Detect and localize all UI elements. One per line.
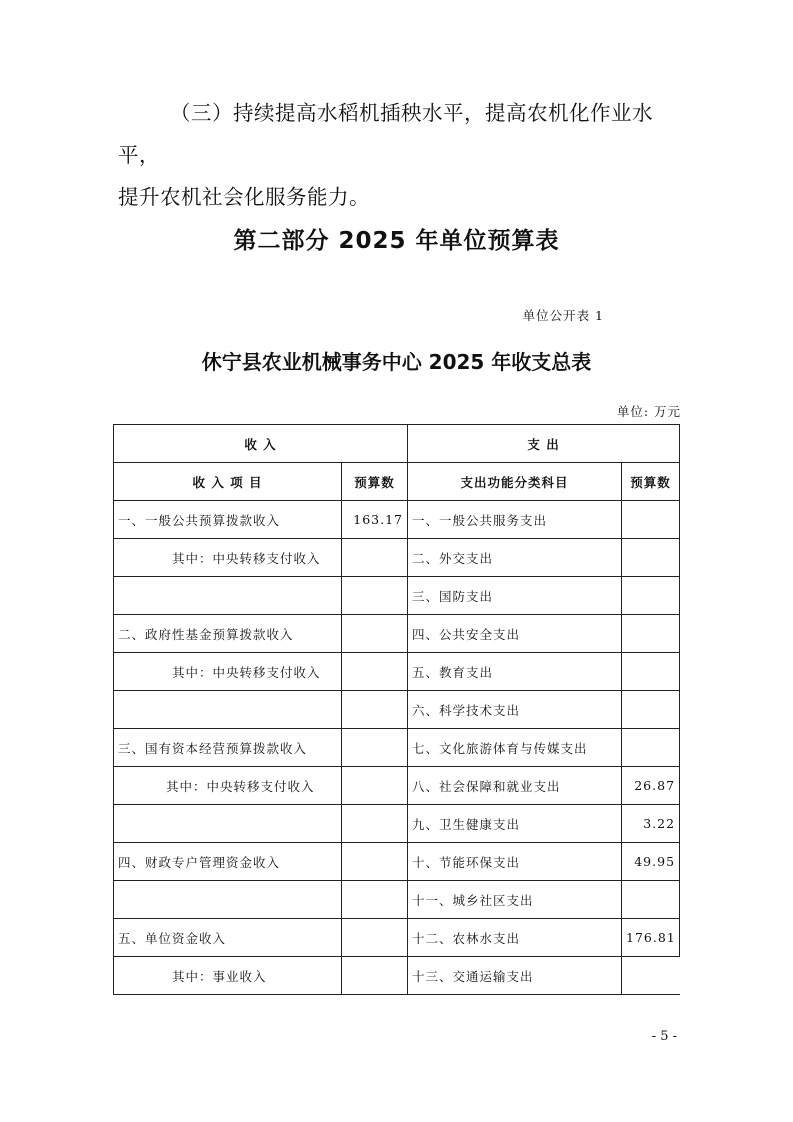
expense-item-cell: 六、科学技术支出 <box>408 691 622 729</box>
expense-amount-cell: 3.22 <box>622 805 680 843</box>
expense-amount-cell <box>622 577 680 615</box>
expense-item-cell: 八、社会保障和就业支出 <box>408 767 622 805</box>
expense-item-cell: 五、教育支出 <box>408 653 622 691</box>
income-item-cell <box>114 691 342 729</box>
table-row <box>114 691 680 729</box>
income-amount-cell: 163.17 <box>342 501 408 539</box>
expense-amount-header: 预算数 <box>622 463 680 501</box>
table-row <box>114 577 680 615</box>
expense-item-cell: 十、节能环保支出 <box>408 843 622 881</box>
table-row <box>114 805 680 843</box>
table-row <box>114 615 680 653</box>
expense-item-cell: 九、卫生健康支出 <box>408 805 622 843</box>
table-column-header-row <box>114 463 680 501</box>
expense-amount-cell <box>622 729 680 767</box>
income-item-cell: 其中：事业收入 <box>114 957 342 995</box>
expense-item-cell: 一、一般公共服务支出 <box>408 501 622 539</box>
income-amount-cell <box>342 767 408 805</box>
income-amount-cell <box>342 805 408 843</box>
paragraph-line-1: （三）持续提高水稻机插秧水平，提高农机化作业水平， <box>118 101 653 167</box>
expense-amount-cell <box>622 691 680 729</box>
income-item-cell <box>114 881 342 919</box>
page-number: - 5 - <box>651 1029 677 1044</box>
expense-amount-cell <box>622 501 680 539</box>
income-amount-cell <box>342 577 408 615</box>
table-row <box>114 919 680 957</box>
income-group-header: 收 入 <box>114 425 408 463</box>
income-item-cell <box>114 577 342 615</box>
expense-amount-cell: 176.81 <box>622 919 680 957</box>
table-row <box>114 653 680 691</box>
income-item-cell: 五、单位资金收入 <box>114 919 342 957</box>
part-title: 第二部分 2025 年单位预算表 <box>233 228 560 254</box>
expense-item-cell: 七、文化旅游体育与传媒支出 <box>408 729 622 767</box>
income-amount-cell <box>342 919 408 957</box>
paragraph-line-2: 提升农机社会化服务能力。 <box>118 185 370 209</box>
income-item-cell <box>114 805 342 843</box>
income-amount-cell <box>342 843 408 881</box>
expense-amount-cell: 26.87 <box>622 767 680 805</box>
income-item-cell: 三、国有资本经营预算拨款收入 <box>114 729 342 767</box>
income-amount-cell <box>342 957 408 995</box>
table-title: 休宁县农业机械事务中心 2025 年收支总表 <box>201 350 592 374</box>
income-amount-cell <box>342 615 408 653</box>
income-item-cell: 一、一般公共预算拨款收入 <box>114 501 342 539</box>
table-row <box>114 767 680 805</box>
income-amount-cell <box>342 539 408 577</box>
income-amount-cell <box>342 729 408 767</box>
table-row <box>114 843 680 881</box>
budget-summary-table <box>113 424 680 995</box>
expense-amount-cell <box>622 653 680 691</box>
expense-item-cell: 十二、农林水支出 <box>408 919 622 957</box>
table-row <box>114 501 680 539</box>
expense-item-cell: 十一、城乡社区支出 <box>408 881 622 919</box>
body-paragraph <box>118 92 678 218</box>
income-item-cell: 其中：中央转移支付收入 <box>114 767 342 805</box>
expense-amount-cell <box>622 539 680 577</box>
expense-item-cell: 四、公共安全支出 <box>408 615 622 653</box>
expense-amount-cell <box>622 957 680 995</box>
income-item-header: 收 入 项 目 <box>114 463 342 501</box>
expense-group-header: 支 出 <box>408 425 680 463</box>
income-item-cell: 其中：中央转移支付收入 <box>114 539 342 577</box>
income-amount-header: 预算数 <box>342 463 408 501</box>
income-amount-cell <box>342 881 408 919</box>
form-number: 单位公开表 1 <box>522 308 604 323</box>
income-amount-cell <box>342 653 408 691</box>
table-body <box>114 501 680 995</box>
table-row <box>114 539 680 577</box>
expense-item-cell: 二、外交支出 <box>408 539 622 577</box>
income-item-cell: 其中：中央转移支付收入 <box>114 653 342 691</box>
expense-amount-cell <box>622 615 680 653</box>
income-item-cell: 四、财政专户管理资金收入 <box>114 843 342 881</box>
table-row <box>114 957 680 995</box>
income-amount-cell <box>342 691 408 729</box>
unit-label: 单位: 万元 <box>616 404 681 419</box>
expense-item-cell: 三、国防支出 <box>408 577 622 615</box>
expense-amount-cell: 49.95 <box>622 843 680 881</box>
table-group-header-row <box>114 425 680 463</box>
table-row <box>114 729 680 767</box>
expense-item-header: 支出功能分类科目 <box>408 463 622 501</box>
table-row <box>114 881 680 919</box>
expense-item-cell: 十三、交通运输支出 <box>408 957 622 995</box>
income-item-cell: 二、政府性基金预算拨款收入 <box>114 615 342 653</box>
expense-amount-cell <box>622 881 680 919</box>
